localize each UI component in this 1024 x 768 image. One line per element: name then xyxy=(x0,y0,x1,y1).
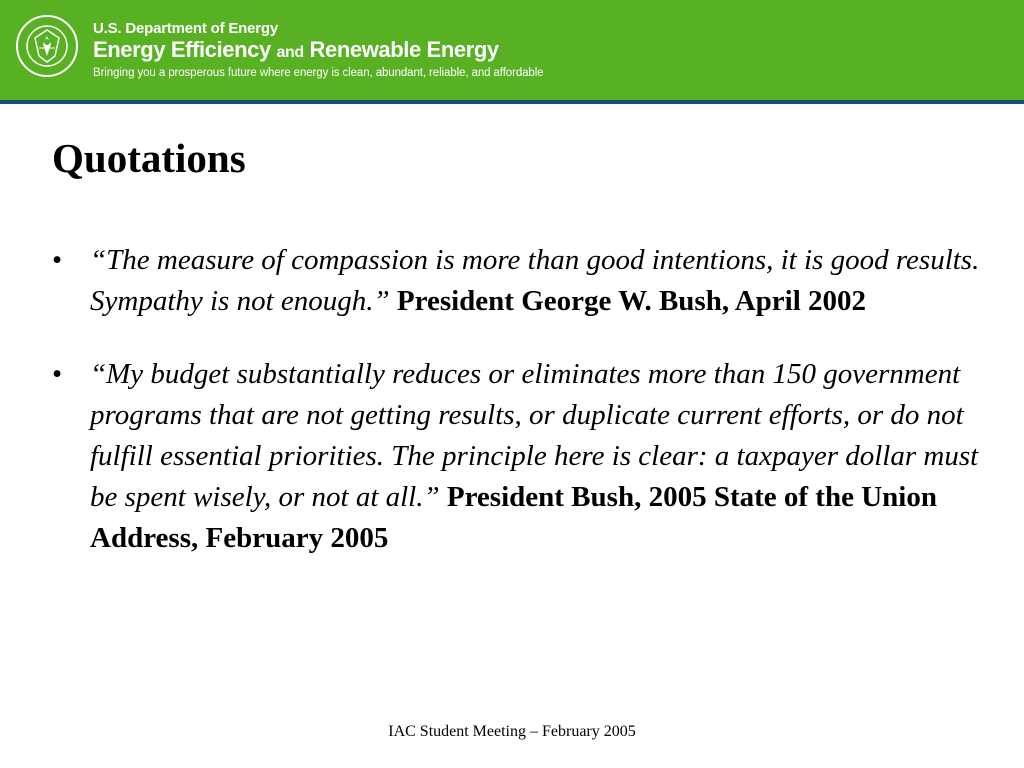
office-name-part1: Energy Efficiency xyxy=(93,37,271,62)
list-item xyxy=(52,240,982,322)
bullet-icon: • xyxy=(52,358,63,390)
banner-divider xyxy=(0,100,1024,104)
slide-title: Quotations xyxy=(52,135,246,181)
quotation-list xyxy=(52,240,982,559)
header-banner xyxy=(0,0,1024,100)
quote-text: “The measure of compassion is more than good intentions, it is good results. Sympathy is not enough.” xyxy=(90,244,980,317)
slide-footer: IAC Student Meeting – February 2005 xyxy=(388,723,636,740)
quote-attribution: President Bush, 2005 State of the Union Address, February 2005 xyxy=(90,481,937,554)
tagline: Bringing you a prosperous future where energy is clean, abundant, reliable, and affordable xyxy=(93,67,544,79)
banner-text xyxy=(93,20,543,80)
quote-attribution: President George W. Bush, April 2002 xyxy=(396,285,867,317)
quote-text: “My budget substantially reduces or eliminates more than 150 government programs that are not getting results, or duplicate current efforts, or do not fulfill essential priorities. The principle here is clear: a taxpayer dollar must be spent wisely, or not at all.” xyxy=(90,358,979,513)
agency-name: U.S. Department of Energy xyxy=(93,20,279,37)
office-name-and: and xyxy=(276,44,304,61)
office-name-part2: Renewable Energy xyxy=(309,37,499,62)
bullet-icon: • xyxy=(52,244,63,276)
doe-seal-icon xyxy=(15,14,79,78)
office-name xyxy=(93,37,543,66)
list-item xyxy=(52,354,982,559)
